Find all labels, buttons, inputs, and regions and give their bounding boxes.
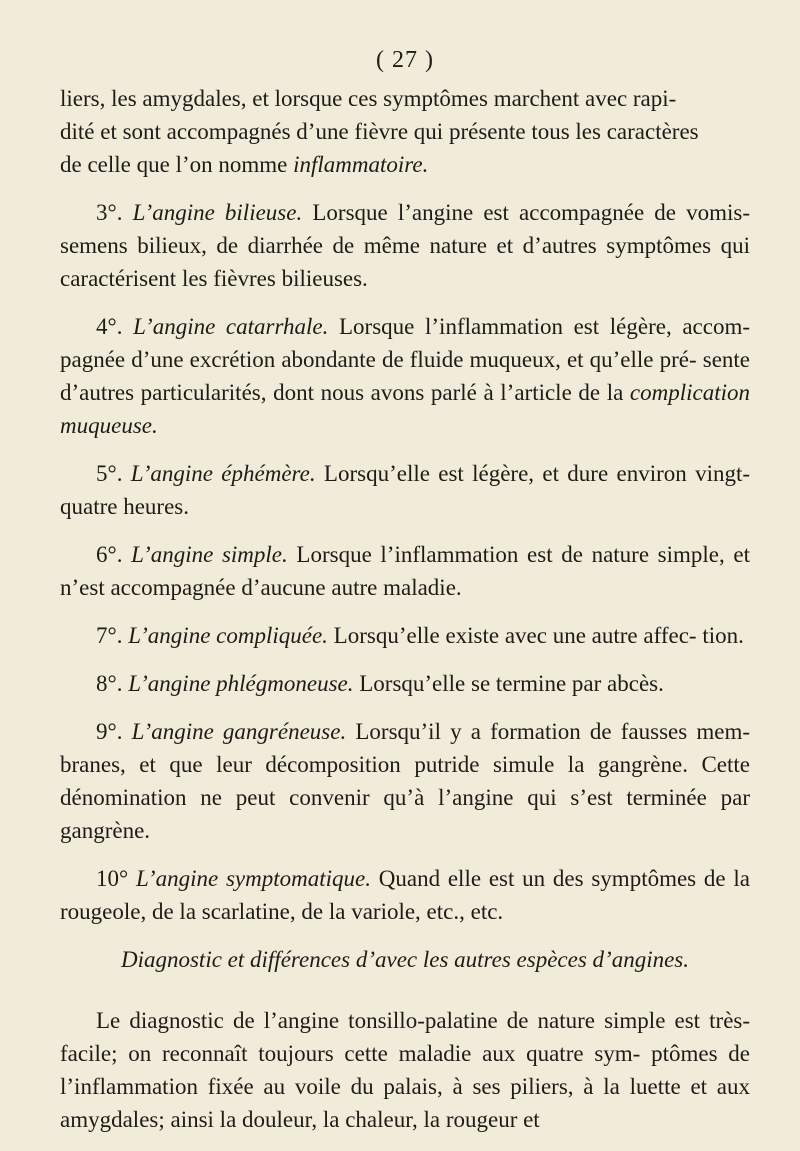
item-text: tion. — [702, 623, 744, 648]
list-item-6 — [60, 538, 750, 604]
text-line: luette et aux amygdales; ainsi la douleur, la chaleur, la rougeur et — [60, 1074, 750, 1132]
text-line-mixed — [60, 148, 750, 181]
item-number: 6°. — [96, 542, 123, 567]
item-number: 9°. — [96, 719, 123, 744]
item-text: sente d’autres particularités, dont nous avons parlé à l’article de la — [60, 347, 751, 405]
item-text: qui caractérisent les fièvres bilieuses. — [60, 233, 750, 291]
text-line: ptômes de l’inflammation fixée au voile du palais, à ses piliers, à la — [60, 1041, 750, 1099]
section-heading: Diagnostic et différences d’avec les autres espèces d’angines. — [120, 947, 689, 972]
list-item-7 — [60, 619, 750, 652]
item-number: 5°. — [96, 461, 123, 486]
list-item-10 — [60, 862, 750, 928]
item-number: 8°. — [96, 671, 123, 696]
list-item-5 — [60, 457, 750, 523]
list-item-3 — [60, 196, 750, 295]
item-title: L’angine compliquée. — [128, 623, 328, 648]
item-text: Lorsque l’angine est accompagnée de vomis- — [312, 200, 751, 225]
italic-term: complication muqueuse. — [60, 380, 750, 438]
item-title: L’angine bilieuse. — [132, 200, 303, 225]
item-title: L’angine gangréneuse. — [131, 719, 347, 744]
list-item-4 — [60, 310, 750, 442]
item-text: Lorsqu’elle se termine par abcès. — [359, 671, 664, 696]
item-number: 4°. — [96, 314, 123, 339]
page-number: ( 27 ) — [376, 47, 434, 73]
item-number: 3°. — [96, 200, 123, 225]
document-page — [60, 46, 750, 1151]
item-text: Quand elle est un des symptômes de la — [378, 866, 750, 891]
list-item-9 — [60, 715, 750, 847]
text-line: liers, les amygdales, et lorsque ces symptômes marchent avec rapi- — [60, 86, 677, 111]
text-line: dité et sont accompagnés d’une fièvre qui présente tous les caractères — [60, 119, 699, 144]
item-text: dénomination ne peut convenir qu’à l’angine qui s’est terminée par — [60, 785, 750, 810]
item-text: Lorsqu’il y a formation de fausses mem- — [355, 719, 750, 744]
text-segment: de celle que l’on nomme — [60, 152, 288, 177]
italic-term: inflammatoire. — [293, 152, 429, 177]
item-text: rougeole, de la scarlatine, de la variole, etc., etc. — [60, 899, 504, 924]
text-line: Le diagnostic de l’angine tonsillo-palatine de nature simple est — [96, 1008, 701, 1033]
item-text: Lorsqu’elle est légère, et dure environ vingt- — [323, 461, 751, 486]
item-text: Lorsque l’inflammation est légère, accom- — [339, 314, 751, 339]
item-text: semens bilieux, de diarrhée de même nature et d’autres symptômes — [60, 233, 712, 258]
item-text: quatre heures. — [60, 494, 189, 519]
item-number: 7°. — [96, 623, 123, 648]
item-title: L’angine symptomatique. — [135, 866, 371, 891]
item-title: L’angine simple. — [131, 542, 288, 567]
item-text: et n’est accompagnée d’aucune autre maladie. — [60, 542, 751, 600]
paragraph-diagnostic — [60, 1004, 750, 1136]
item-text: pagnée d’une excrétion abondante de fluide muqueux, et qu’elle pré- — [60, 347, 697, 372]
item-text: branes, et que leur décomposition putride simule la gangrène. Cette — [60, 752, 750, 777]
item-title: L’angine catarrhale. — [133, 314, 329, 339]
item-text: Lorsqu’elle existe avec une autre affec- — [333, 623, 697, 648]
list-item-8 — [60, 667, 750, 700]
paragraph-continuation — [60, 82, 750, 181]
item-text: gangrène. — [60, 818, 151, 843]
item-title: L’angine phlégmoneuse. — [128, 671, 354, 696]
item-number: 10° — [96, 866, 129, 891]
item-text: Lorsque l’inflammation est de nature simple, — [296, 542, 725, 567]
item-title: L’angine éphémère. — [130, 461, 316, 486]
text-line: très-facile; on reconnaît toujours cette maladie aux quatre sym- — [60, 1008, 751, 1066]
